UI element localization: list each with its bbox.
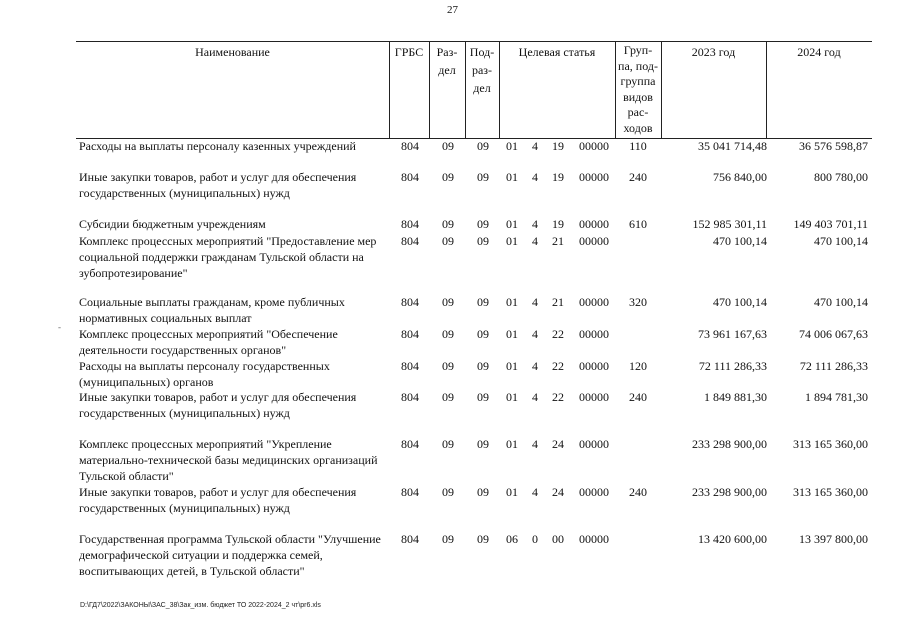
cell-name: Иные закупки товаров, работ и услуг для обеспечения государственных (муниципальных) нужд — [79, 170, 357, 200]
cell-group: 240 — [629, 485, 647, 499]
cell-podrazdel: 09 — [477, 295, 489, 309]
cell-t2: 4 — [532, 437, 538, 451]
cell-t4: 00000 — [579, 390, 609, 404]
cell-name: Комплекс процессных мероприятий "Укрепление материально-технической базы медицинских организаций Тульской области" — [79, 437, 378, 483]
cell-razdel: 09 — [442, 295, 454, 309]
cell-group: 110 — [629, 139, 647, 153]
header-2024: 2024 год — [797, 45, 841, 59]
cell-t2: 4 — [532, 359, 538, 373]
cell-name: Государственная программа Тульской области "Улучшение демографической ситуации и поддержка семей, воспитывающих детей, в Тульской области" — [79, 532, 381, 578]
cell-razdel: 09 — [442, 359, 454, 373]
cell-t2: 4 — [532, 485, 538, 499]
cell-name: Расходы на выплаты персоналу казенных учреждений — [79, 139, 356, 153]
cell-t1: 01 — [506, 390, 518, 404]
cell-group: 240 — [629, 390, 647, 404]
cell-y2023: 470 100,14 — [713, 295, 767, 309]
cell-t1: 01 — [506, 295, 518, 309]
cell-razdel: 09 — [442, 390, 454, 404]
cell-podrazdel: 09 — [477, 170, 489, 184]
cell-t4: 00000 — [579, 359, 609, 373]
cell-t2: 4 — [532, 139, 538, 153]
cell-podrazdel: 09 — [477, 139, 489, 153]
cell-grbs: 804 — [401, 217, 419, 231]
table-header — [76, 41, 872, 139]
cell-grbs: 804 — [401, 295, 419, 309]
cell-t1: 01 — [506, 234, 518, 248]
cell-name: Расходы на выплаты персоналу государственных (муниципальных) органов — [79, 359, 330, 389]
cell-razdel: 09 — [442, 234, 454, 248]
cell-t1: 01 — [506, 485, 518, 499]
cell-t4: 00000 — [579, 532, 609, 546]
cell-grbs: 804 — [401, 234, 419, 248]
cell-podrazdel: 09 — [477, 390, 489, 404]
cell-y2024: 313 165 360,00 — [793, 437, 868, 451]
cell-grbs: 804 — [401, 327, 419, 341]
page-number: 27 — [447, 4, 458, 16]
cell-t3: 24 — [552, 485, 564, 499]
cell-t1: 06 — [506, 532, 518, 546]
cell-t3: 24 — [552, 437, 564, 451]
cell-t4: 00000 — [579, 234, 609, 248]
header-name: Наименование — [195, 45, 270, 59]
cell-t2: 4 — [532, 327, 538, 341]
cell-t3: 19 — [552, 217, 564, 231]
cell-t1: 01 — [506, 217, 518, 231]
cell-t2: 4 — [532, 390, 538, 404]
cell-y2023: 233 298 900,00 — [692, 485, 767, 499]
cell-podrazdel: 09 — [477, 359, 489, 373]
header-podrazdel: Под- раз- дел — [469, 45, 495, 95]
cell-razdel: 09 — [442, 532, 454, 546]
cell-podrazdel: 09 — [477, 532, 489, 546]
cell-t4: 00000 — [579, 485, 609, 499]
cell-podrazdel: 09 — [477, 217, 489, 231]
cell-razdel: 09 — [442, 327, 454, 341]
cell-razdel: 09 — [442, 437, 454, 451]
cell-t3: 00 — [552, 532, 564, 546]
cell-t1: 01 — [506, 170, 518, 184]
cell-razdel: 09 — [442, 217, 454, 231]
cell-grbs: 804 — [401, 532, 419, 546]
cell-name: Комплекс процессных мероприятий "Предоставление мер социальной поддержки гражданам Тульской области на зубопротезирование" — [79, 234, 377, 280]
cell-t4: 00000 — [579, 327, 609, 341]
cell-t1: 01 — [506, 327, 518, 341]
cell-t4: 00000 — [579, 437, 609, 451]
header-grbs: ГРБС — [394, 45, 424, 59]
cell-t4: 00000 — [579, 139, 609, 153]
cell-y2023: 233 298 900,00 — [692, 437, 767, 451]
cell-y2023: 13 420 600,00 — [698, 532, 767, 546]
header-group: Груп- па, под- группа видов рас- ходов — [618, 43, 658, 135]
cell-t1: 01 — [506, 139, 518, 153]
cell-y2024: 72 111 286,33 — [799, 359, 868, 373]
cell-grbs: 804 — [401, 359, 419, 373]
cell-t3: 21 — [552, 295, 564, 309]
cell-name: Иные закупки товаров, работ и услуг для обеспечения государственных (муниципальных) нужд — [79, 390, 357, 420]
cell-t1: 01 — [506, 437, 518, 451]
cell-t4: 00000 — [579, 295, 609, 309]
cell-t2: 0 — [532, 532, 538, 546]
cell-razdel: 09 — [442, 139, 454, 153]
cell-y2024: 13 397 800,00 — [799, 532, 868, 546]
cell-podrazdel: 09 — [477, 327, 489, 341]
cell-podrazdel: 09 — [477, 437, 489, 451]
cell-y2024: 74 006 067,63 — [799, 327, 868, 341]
cell-t3: 19 — [552, 170, 564, 184]
cell-y2024: 149 403 701,11 — [793, 217, 868, 231]
cell-t3: 21 — [552, 234, 564, 248]
cell-t3: 19 — [552, 139, 564, 153]
cell-t2: 4 — [532, 217, 538, 231]
cell-y2024: 800 780,00 — [814, 170, 868, 184]
cell-t4: 00000 — [579, 170, 609, 184]
cell-name: Социальные выплаты гражданам, кроме публичных нормативных социальных выплат — [79, 295, 345, 325]
cell-t3: 22 — [552, 327, 564, 341]
cell-t2: 4 — [532, 234, 538, 248]
cell-grbs: 804 — [401, 139, 419, 153]
cell-podrazdel: 09 — [477, 234, 489, 248]
cell-grbs: 804 — [401, 170, 419, 184]
cell-t4: 00000 — [579, 217, 609, 231]
cell-t2: 4 — [532, 170, 538, 184]
cell-razdel: 09 — [442, 170, 454, 184]
cell-y2023: 152 985 301,11 — [692, 217, 767, 231]
cell-t1: 01 — [506, 359, 518, 373]
header-2023: 2023 год — [691, 45, 736, 59]
footer-file-path: D:\ГД7\2022\ЗАКОНЫ\ЗАС_38\Зак_изм. бюджет ТО 2022-2024_2 чт\pr6.xls — [80, 602, 321, 609]
cell-y2024: 470 100,14 — [814, 234, 868, 248]
cell-name: Субсидии бюджетным учреждениям — [79, 217, 266, 231]
header-razdel: Раз- дел — [436, 45, 458, 77]
cell-y2023: 72 111 286,33 — [698, 359, 767, 373]
header-target: Целевая статья — [518, 45, 596, 59]
cell-y2024: 36 576 598,87 — [799, 139, 868, 153]
cell-y2023: 470 100,14 — [713, 234, 767, 248]
cell-razdel: 09 — [442, 485, 454, 499]
cell-y2024: 313 165 360,00 — [793, 485, 868, 499]
cell-grbs: 804 — [401, 485, 419, 499]
cell-grbs: 804 — [401, 390, 419, 404]
cell-t3: 22 — [552, 390, 564, 404]
cell-t2: 4 — [532, 295, 538, 309]
cell-group: 120 — [629, 359, 647, 373]
cell-grbs: 804 — [401, 437, 419, 451]
cell-name: Иные закупки товаров, работ и услуг для обеспечения государственных (муниципальных) нужд — [79, 485, 357, 515]
cell-podrazdel: 09 — [477, 485, 489, 499]
cell-y2023: 1 849 881,30 — [704, 390, 767, 404]
cell-y2023: 756 840,00 — [713, 170, 767, 184]
margin-mark: - — [58, 322, 61, 332]
cell-t3: 22 — [552, 359, 564, 373]
cell-group: 610 — [629, 217, 647, 231]
cell-y2023: 35 041 714,48 — [698, 139, 767, 153]
cell-group: 320 — [629, 295, 647, 309]
cell-y2024: 1 894 781,30 — [805, 390, 868, 404]
cell-y2024: 470 100,14 — [814, 295, 868, 309]
cell-group: 240 — [629, 170, 647, 184]
cell-name: Комплекс процессных мероприятий "Обеспечение деятельности государственных органов" — [79, 327, 338, 357]
cell-y2023: 73 961 167,63 — [698, 327, 767, 341]
